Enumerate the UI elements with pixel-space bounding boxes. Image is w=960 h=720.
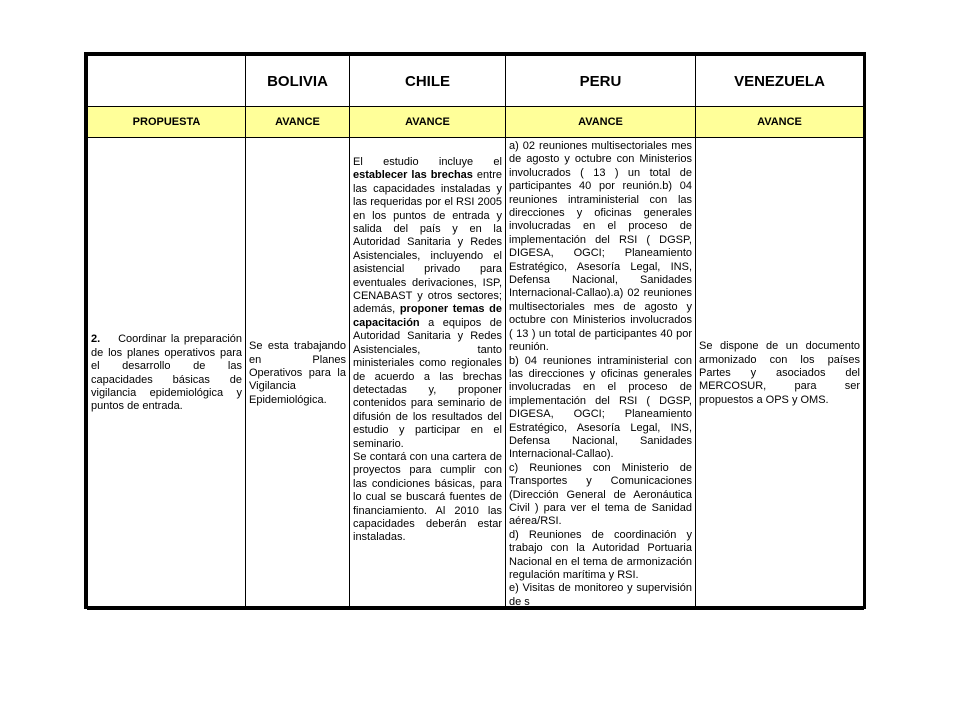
label-avance-bolivia: AVANCE — [246, 107, 350, 138]
country-header-row — [88, 56, 864, 107]
label-row — [88, 107, 864, 138]
header-venezuela: VENEZUELA — [696, 56, 864, 107]
table-row — [88, 138, 864, 610]
header-bolivia: BOLIVIA — [246, 56, 350, 107]
peru-avance-text: a) 02 reuniones multisectoriales mes de agosto y octubre con Ministerios involucrados ( 13 ) un total de participantes 40 por reunión.b) 04 reuniones intraministerial con las direcciones y oficinas generales involucradas en el proceso de implementación del RSI ( DGSP, DIGESA, OGCI; Planeamiento Estratégico, Asesoría Legal, INS, Defensa Nacional, Sanidades Internacional-Callao).a) 02 reuniones multisectoriales mes de agosto y octubre con Ministerios involucrados ( 13 ) un total de participantes 40 por reunión. b) 04 reuniones intraministerial con las direcciones y oficinas generales involucradas en el proceso de implementación del RSI ( DGSP, DIGESA, OGCI; Planeamiento Estratégico, Asesoría Legal, INS, Defensa Nacional, Sanidades Internacional-Callao). c) Reuniones con Ministerio de Transportes y Comunicaciones (Dirección General de Aeronáutica Civil ) para ver el tema de Sanidad aérea/RSI. d) Reuniones de coordinación y trabajo con la Autoridad Portuaria Nacional en el tema de armonización regulación marítima y RSI. e) Visitas de monitoreo y supervisión de s — [509, 140, 692, 608]
header-peru: PERU — [506, 56, 696, 107]
propuesta-cell — [88, 138, 246, 610]
chile-avance-text: El estudio incluye el establecer las brechas entre las capacidades instaladas y las requeridas por el RSI 2005 en los puntos de entrada y salida del país y en la Autoridad Sanitaria y Redes Asistenciales, incluyendo el asistencial privado para eventuales derivaciones, ISP, CENABAST y otros sectores; además, proponer temas de capacitación a equipos de Autoridad Sanitaria y Redes Asistenciales, tanto ministeriales como regionales de acuerdo a las brechas detectadas y, proponer contenidos para seminario de difusión de los resultados del estudio y participar en el seminario. Se contará con una cartera de proyectos para cumplir con las condiciones básicas, para lo cual se buscará fuentes de financiamiento. Al 2010 las capacidades deberán estar instaladas. — [353, 156, 502, 544]
propuesta-number: 2. — [91, 333, 101, 346]
venezuela-avance-cell — [696, 138, 864, 610]
chile-highlight-capacitacion: proponer temas de capacitación — [353, 303, 502, 329]
document-table-frame — [84, 52, 866, 609]
status-table — [87, 55, 864, 610]
chile-avance-cell — [350, 138, 506, 610]
header-corner-cell — [88, 56, 246, 107]
bolivia-avance-text: Se esta trabajando en Planes Operativos para la Vigilancia Epidemiológica. — [249, 340, 346, 406]
venezuela-avance-text: Se dispone de un documento armonizado con los países Partes y asociados del MERCOSUR, para ser propuestos a OPS y OMS. — [699, 340, 860, 406]
propuesta-text: Coordinar la preparación de los planes operativos para el desarrollo de las capacidades básicas de vigilancia epidemiológica y puntos de entrada. — [91, 333, 242, 413]
bolivia-avance-cell — [246, 138, 350, 610]
label-propuesta: PROPUESTA — [88, 107, 246, 138]
chile-avance-paragraph-2: Se contará con una cartera de proyectos para cumplir con las condiciones básicas, para lo cual se buscará fuentes de financiamiento. Al 2010 las capacidades deberán estar instaladas. — [353, 450, 502, 544]
chile-highlight-brechas: establecer las brechas — [353, 169, 473, 182]
header-chile: CHILE — [350, 56, 506, 107]
peru-avance-cell — [506, 138, 696, 610]
label-avance-chile: AVANCE — [350, 107, 506, 138]
label-avance-venezuela: AVANCE — [696, 107, 864, 138]
label-avance-peru: AVANCE — [506, 107, 696, 138]
